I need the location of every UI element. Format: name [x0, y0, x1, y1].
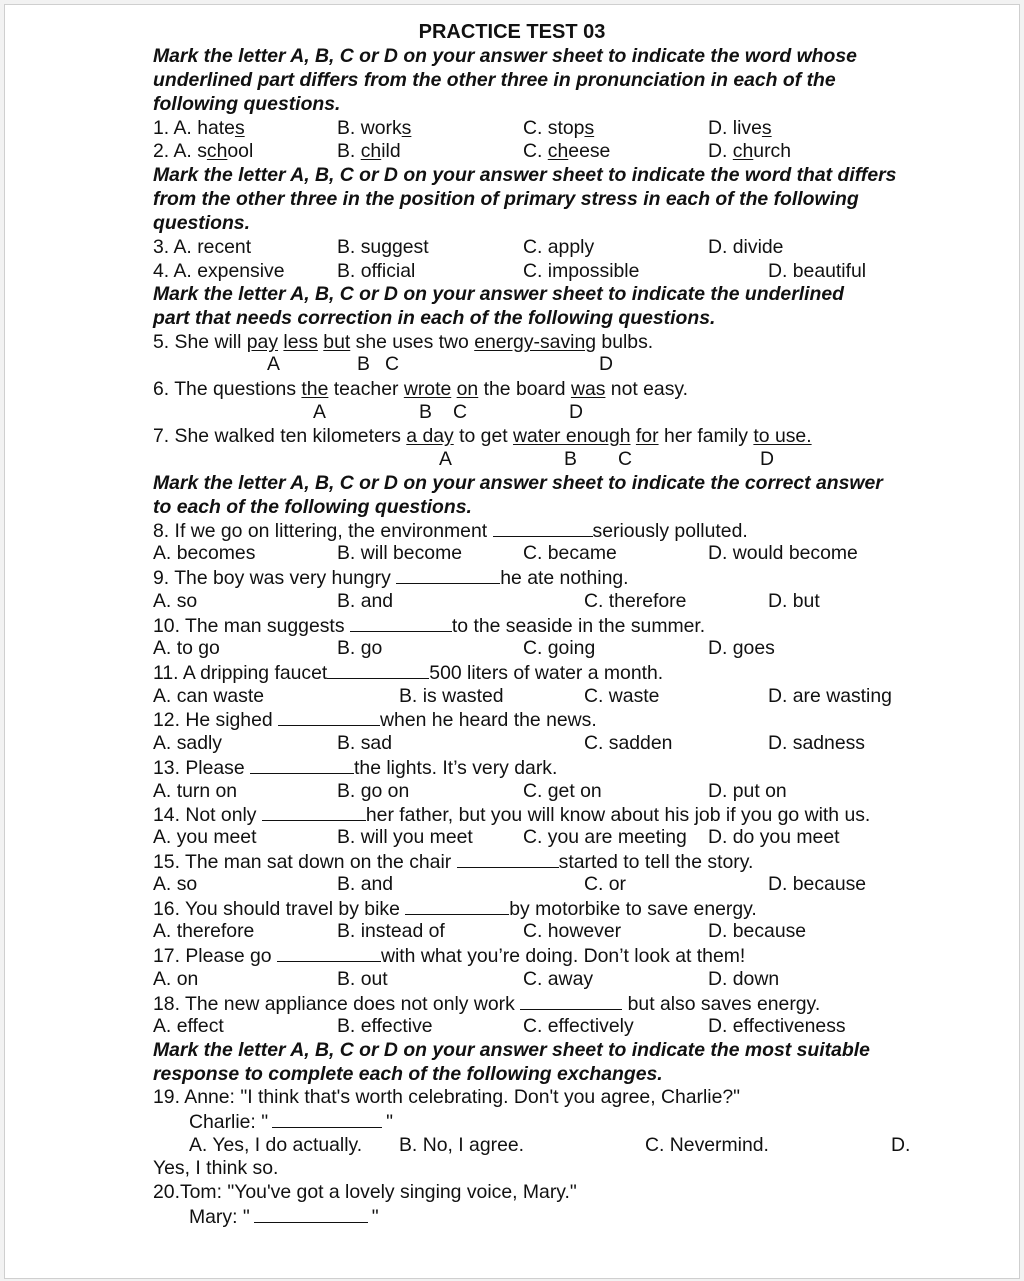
q7-label-b: B [564, 448, 577, 470]
q4-option-b: B. official [337, 260, 416, 282]
question-17: 17. Please go with what you’re doing. Don’t look at them! [153, 945, 746, 967]
q8-option-b: B. will become [337, 542, 463, 564]
q19-option-a: A. Yes, I do actually. [189, 1134, 363, 1156]
section3-instruction-line2: part that needs correction in each of the following questions. [153, 307, 716, 329]
q2-option-b: B. child [337, 140, 401, 162]
question-11: 11. A dripping faucet 500 liters of water a month. [153, 662, 664, 684]
q6-label-b: B [419, 401, 432, 423]
q10-option-d: D. goes [708, 637, 775, 659]
question-10: 10. The man suggests to the seaside in the summer. [153, 615, 706, 637]
q11-option-b: B. is wasted [399, 685, 504, 707]
q5-label-b: B [357, 353, 370, 375]
question-18: 18. The new appliance does not only work but also saves energy. [153, 993, 821, 1015]
q18-option-a: A. effect [153, 1015, 224, 1037]
q12-option-d: D. sadness [768, 732, 866, 754]
q5-label-c: C [385, 353, 400, 375]
q3-option-a: 3. A. recent [153, 236, 252, 258]
section1-instruction-line2: underlined part differs from the other three in pronunciation in each of the [153, 69, 836, 91]
q11-option-c: C. waste [584, 685, 660, 707]
section5-instruction-line1: Mark the letter A, B, C or D on your answer sheet to indicate the most suitable [153, 1039, 870, 1061]
q2-option-c: C. cheese [523, 140, 611, 162]
q11-option-a: A. can waste [153, 685, 265, 707]
q17-option-a: A. on [153, 968, 199, 990]
q3-option-d: D. divide [708, 236, 784, 258]
q15-option-d: D. because [768, 873, 867, 895]
q2-option-d: D. church [708, 140, 792, 162]
q14-option-c: C. you are meeting [523, 826, 687, 848]
page-title: PRACTICE TEST 03 [418, 21, 606, 43]
q16-option-a: A. therefore [153, 920, 255, 942]
q19-blank [272, 1110, 382, 1128]
q8-option-c: C. became [523, 542, 617, 564]
q4-option-d: D. beautiful [768, 260, 867, 282]
q10-option-c: C. going [523, 637, 596, 659]
q7-label-a: A [439, 448, 452, 470]
q8-option-d: D. would become [708, 542, 858, 564]
q7-label-d: D [760, 448, 775, 470]
q5-label-d: D [599, 353, 614, 375]
q12-option-b: B. sad [337, 732, 392, 754]
question-12: 12. He sighed when he heard the news. [153, 709, 597, 731]
question-8: 8. If we go on littering, the environment seriously polluted. [153, 520, 748, 542]
q18-blank [520, 992, 622, 1010]
q15-blank [457, 850, 559, 868]
q1-option-c: C. stops [523, 117, 595, 139]
question-19: 19. Anne: "I think that's worth celebrating. Don't you agree, Charlie?" [153, 1086, 741, 1108]
q9-option-d: D. but [768, 590, 820, 612]
q2-option-a: 2. A. school [153, 140, 254, 162]
q1-option-d: D. lives [708, 117, 772, 139]
question-16: 16. You should travel by bike by motorbike to save energy. [153, 898, 757, 920]
q8-option-a: A. becomes [153, 542, 256, 564]
question-13: 13. Please the lights. It’s very dark. [153, 757, 558, 779]
q6-label-d: D [569, 401, 584, 423]
section2-instruction-line3: questions. [153, 212, 250, 234]
q11-option-d: D. are wasting [768, 685, 892, 707]
q13-option-a: A. turn on [153, 780, 238, 802]
q19-option-c: C. Nevermind. [645, 1134, 769, 1156]
q12-option-a: A. sadly [153, 732, 222, 754]
q15-option-c: C. or [584, 873, 627, 895]
q17-option-d: D. down [708, 968, 780, 990]
q17-blank [277, 944, 381, 962]
q14-option-d: D. do you meet [708, 826, 840, 848]
q13-option-c: C. get on [523, 780, 602, 802]
q16-option-c: C. however [523, 920, 622, 942]
q4-option-a: 4. A. expensive [153, 260, 285, 282]
q13-option-b: B. go on [337, 780, 410, 802]
section5-instruction-line2: response to complete each of the following exchanges. [153, 1063, 663, 1085]
test-sheet: PRACTICE TEST 03 Mark the letter A, B, C or D on your answer sheet to indicate the word whose underlined part differs from the other three in pronunciation in each of the following questions. 1. A. hates B. works C. stops D. lives 2. A. school B. child C. cheese D. church Mark the letter A, B, C or D on your answer sheet to indicate the word that differs from the other three in the position of primary stress in each of the following questions. 3. A. recent B. suggest C. apply D. divide 4. A. expensive B. official C. impossible D. beautiful Mark the letter A, B, C or D on your answer sheet to indicate the underlined part that needs correction in each of the following questions. 5. She will pay less but she uses two energy-saving bulbs. A B C D 6. The questions the teacher wrote on the board was not easy. A B C D 7. She walked ten kilometers a day to get water enough for her family to use. A B C D Mark the letter A, B, C or D on your answer sheet to indicate the correct answer to each of the following questions. 8. If we go on littering, the environment seriously polluted. A. becomes B. will become C. became D. would become 9. The boy was very hungry he ate nothing. A. so B. and C. therefore D. but 10. The man suggests to the seaside in the summer. A. to go B. go C. going D. goes 11. A dripping faucet 500 liters of water a month. A. can waste B. is wasted C. waste D. are wasting 12. He sighed when he heard the news. A. sadly B. sad C. sadden D. sadness 13. Please the lights. It’s very dark. A. turn on B. go on C. get on D. put on 14. Not only her father, but you will know about his job if you go with us. A. you meet B. will you meet C. you are meeting D. do you meet 15. The man sat down on the chair started to tell the story. A. so B. and C. or D. because 16. You should travel by bike by motorbike to save energy. A. therefore B. instead of C. however D. because 17. Please go with what you’re doing. Don’t look at them! A. on B. out C. away D. down 18. The new appliance does not only work but also saves energy. A. effect B. effective C. effectively D. effectiveness Mark the letter A, B, C or D on your answer sheet to indicate the most suitable response to complete each of the following exchanges. 19. Anne: "I think that's worth celebrating. Don't you agree, Charlie?" Charlie: " " A. Yes, I do actually. B. No, I agree. C. Nevermind. D. Yes, I think so. 20.Tom: "You've got a lovely singing voice, Mary." Mary: " " [4, 4, 1020, 1279]
q19-option-b: B. No, I agree. [399, 1134, 525, 1156]
q6-label-a: A [313, 401, 326, 423]
q19-option-d-text: Yes, I think so. [153, 1157, 279, 1179]
section4-instruction-line2: to each of the following questions. [153, 496, 472, 518]
q16-option-b: B. instead of [337, 920, 445, 942]
q13-option-d: D. put on [708, 780, 787, 802]
q4-option-c: C. impossible [523, 260, 640, 282]
q16-option-d: D. because [708, 920, 807, 942]
q15-option-a: A. so [153, 873, 198, 895]
q9-blank [396, 566, 500, 584]
q14-blank [262, 803, 366, 821]
q3-option-b: B. suggest [337, 236, 429, 258]
q12-blank [278, 708, 380, 726]
q13-blank [250, 756, 354, 774]
question-5: 5. She will pay less but she uses two energy-saving bulbs. [153, 331, 654, 353]
q6-label-c: C [453, 401, 468, 423]
section1-instruction-line1: Mark the letter A, B, C or D on your answer sheet to indicate the word whose [153, 45, 857, 67]
q11-blank [327, 661, 429, 679]
q8-blank [493, 519, 593, 537]
q17-option-c: C. away [523, 968, 594, 990]
q1-option-a: 1. A. hates [153, 117, 245, 139]
q19-option-d: D. [891, 1134, 911, 1156]
q18-option-c: C. effectively [523, 1015, 634, 1037]
q17-option-b: B. out [337, 968, 388, 990]
q18-option-d: D. effectiveness [708, 1015, 846, 1037]
q9-option-b: B. and [337, 590, 394, 612]
q9-option-c: C. therefore [584, 590, 687, 612]
q10-option-b: B. go [337, 637, 383, 659]
q5-label-a: A [267, 353, 280, 375]
q20-blank [254, 1205, 368, 1223]
q14-option-a: A. you meet [153, 826, 257, 848]
q9-option-a: A. so [153, 590, 198, 612]
q15-option-b: B. and [337, 873, 394, 895]
section2-instruction-line2: from the other three in the position of primary stress in each of the following [153, 188, 859, 210]
q1-option-b: B. works [337, 117, 412, 139]
question-6: 6. The questions the teacher wrote on the board was not easy. [153, 378, 689, 400]
question-14: 14. Not only her father, but you will know about his job if you go with us. [153, 804, 871, 826]
question-15: 15. The man sat down on the chair started to tell the story. [153, 851, 754, 873]
section1-instruction-line3: following questions. [153, 93, 341, 115]
q10-blank [350, 614, 452, 632]
q7-label-c: C [618, 448, 633, 470]
q14-option-b: B. will you meet [337, 826, 473, 848]
q18-option-b: B. effective [337, 1015, 433, 1037]
q3-option-c: C. apply [523, 236, 595, 258]
q16-blank [405, 897, 509, 915]
question-7: 7. She walked ten kilometers a day to get water enough for her family to use. [153, 425, 812, 447]
section3-instruction-line1: Mark the letter A, B, C or D on your answer sheet to indicate the underlined [153, 283, 844, 305]
question-20: 20.Tom: "You've got a lovely singing voice, Mary." [153, 1181, 577, 1203]
question-9: 9. The boy was very hungry he ate nothing. [153, 567, 629, 589]
q10-option-a: A. to go [153, 637, 220, 659]
section4-instruction-line1: Mark the letter A, B, C or D on your answer sheet to indicate the correct answer [153, 472, 883, 494]
q12-option-c: C. sadden [584, 732, 673, 754]
section2-instruction-line1: Mark the letter A, B, C or D on your answer sheet to indicate the word that differs [153, 164, 897, 186]
